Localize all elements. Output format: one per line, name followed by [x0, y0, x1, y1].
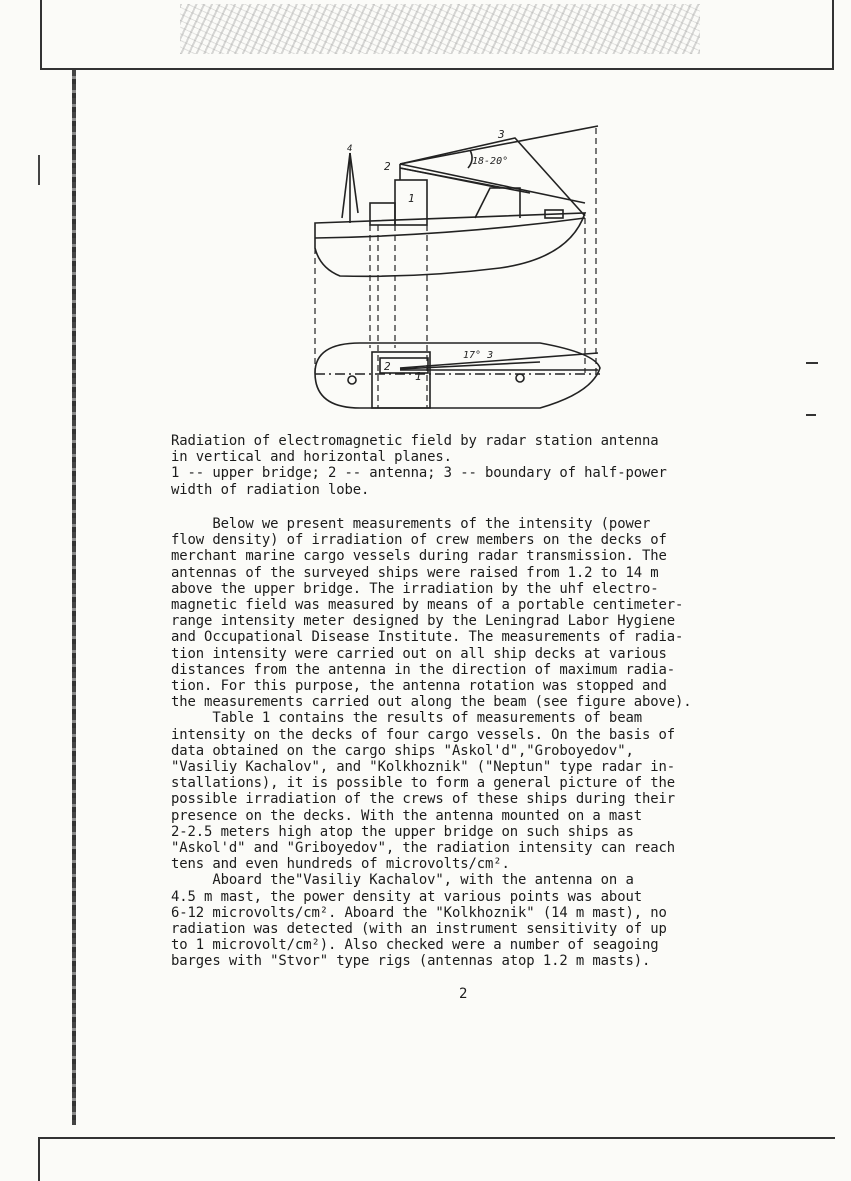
bridge-block	[370, 203, 395, 225]
label-angle: 18-20°	[472, 156, 509, 167]
body-line: range intensity meter designed by the Leningrad Labor Hygiene	[171, 613, 676, 630]
fwd-superstructure	[475, 188, 520, 218]
body-line: presence on the decks. With the antenna mounted on a mast	[171, 807, 642, 824]
body-line: merchant marine cargo vessels during radar transmission. The	[171, 548, 667, 565]
body-line: Table 1 contains the results of measurements of beam	[171, 710, 642, 727]
binding-edge	[72, 70, 76, 1125]
body-line: intensity on the decks of four cargo vessels. On the basis of	[171, 726, 676, 743]
body-line: 2-2.5 meters high atop the upper bridge on such ships as	[171, 823, 634, 840]
body-line: 4.5 m mast, the power density at various points was about	[171, 888, 642, 905]
body-line: above the upper bridge. The irradiation by the uhf electro-	[171, 580, 659, 597]
ship-radar-diagram	[300, 118, 610, 428]
body-text	[171, 516, 781, 970]
label-plan-1: 1	[415, 370, 422, 383]
body-line: antennas of the surveyed ships were raised from 1.2 to 14 m	[171, 564, 659, 581]
body-line: stallations), it is possible to form a general picture of the	[171, 775, 676, 792]
caption-line: 1 -- upper bridge; 2 -- antenna; 3 -- boundary of half-power	[171, 465, 667, 482]
label-bridge-1: 1	[408, 192, 415, 205]
hull-plan	[315, 343, 600, 408]
body-line: Below we present measurements of the intensity (power	[171, 516, 651, 532]
page-number: 2	[459, 986, 468, 1002]
body-line: barges with "Stvor" type rigs (antennas atop 1.2 m masts).	[171, 953, 651, 970]
body-line: magnetic field was measured by means of a portable centimeter-	[171, 597, 684, 614]
label-antenna-2: 2	[384, 160, 391, 173]
body-line: and Occupational Disease Institute. The measurements of radia-	[171, 629, 684, 646]
caption-line: in vertical and horizontal planes.	[171, 449, 452, 466]
margin-tick	[38, 155, 40, 185]
body-line: tens and even hundreds of microvolts/cm².	[171, 856, 510, 873]
label-plan-angle: 17° 3	[463, 350, 494, 361]
body-line: tion. For this purpose, the antenna rotation was stopped and	[171, 678, 667, 695]
body-line: "Vasiliy Kachalov", and "Kolkhoznik" ("Neptun" type radar in-	[171, 759, 676, 776]
body-line: data obtained on the cargo ships "Askol'd","Groboyedov",	[171, 742, 634, 759]
body-line: possible irradiation of the crews of these ships during their	[171, 791, 676, 808]
label-plan-2: 2	[384, 360, 391, 373]
figure-caption	[171, 433, 781, 498]
header-noise	[180, 4, 700, 54]
label-mast-4: 4	[347, 144, 353, 154]
body-line: to 1 microvolt/cm²). Also checked were a number of seagoing	[171, 937, 659, 954]
page-frame-bottom	[38, 1137, 835, 1181]
margin-mark	[806, 414, 816, 416]
body-line: tion intensity were carried out on all ship decks at various	[171, 645, 667, 662]
body-line: "Askol'd" and "Griboyedov", the radiation intensity can reach	[171, 840, 676, 857]
margin-mark	[806, 362, 818, 364]
label-top-3: 3	[498, 128, 505, 141]
body-line: radiation was detected (with an instrument sensitivity of up	[171, 921, 667, 938]
body-line: Aboard the"Vasiliy Kachalov", with the antenna on a	[171, 872, 634, 889]
caption-line: Radiation of electromagnetic field by radar station antenna	[171, 433, 659, 449]
body-line: 6-12 microvolts/cm². Aboard the "Kolkhoznik" (14 m mast), no	[171, 904, 667, 921]
body-line: the measurements carried out along the beam (see figure above).	[171, 694, 692, 711]
body-line: flow density) of irradiation of crew members on the decks of	[171, 532, 667, 549]
caption-line: width of radiation lobe.	[171, 481, 370, 498]
body-line: distances from the antenna in the direction of maximum radia-	[171, 661, 676, 678]
